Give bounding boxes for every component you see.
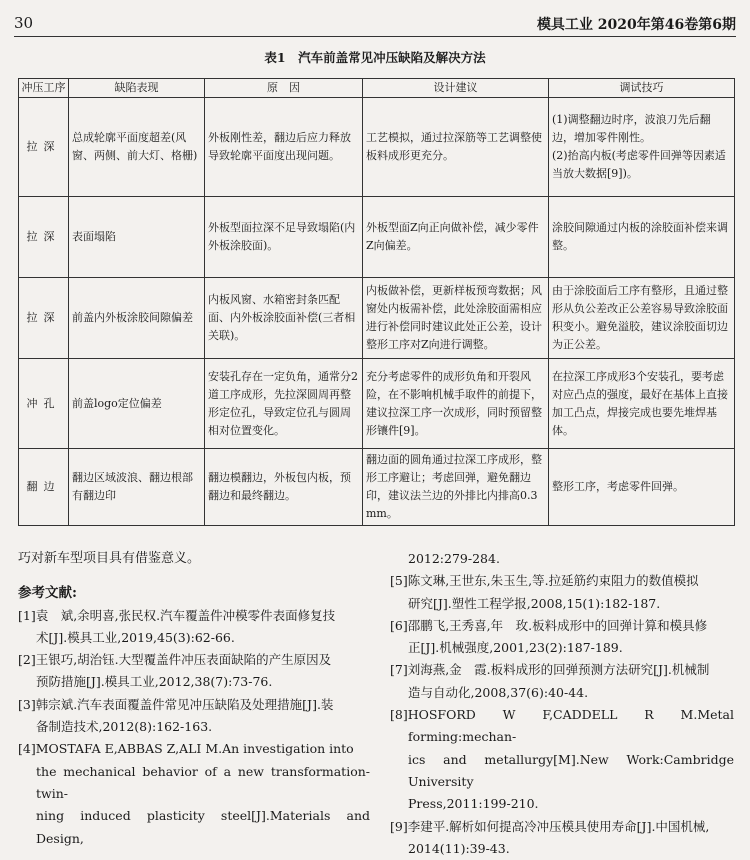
closing-sentence: 巧对新车型项目具有借鉴意义。: [18, 551, 201, 566]
tips-cell: 由于涂胶面后工序有整形，且通过整形从负公差改正公差容易导致涂胶面积变小。避免溢胶，建议涂胶面切边为正公差。: [549, 278, 735, 359]
col-header-design: 设计建议: [363, 79, 549, 98]
cause-cell: 外板型面拉深不足导致塌陷(内外板涂胶面)。: [205, 197, 363, 278]
design-cell: 翻边面的圆角通过拉深工序成形，整形工序避让；考虑回弹，避免翻边印，建议法兰边的外排比内排高0.3 mm。: [363, 449, 549, 526]
left-column: [18, 548, 370, 850]
reference-item: [390, 659, 734, 704]
defect-cell: 总成轮廓平面度超差(风窗、两侧、前大灯、格栅): [69, 98, 205, 197]
defect-cell: 前盖logo定位偏差: [69, 359, 205, 449]
reference-item: [390, 570, 734, 615]
reference-line: [4]MOSTAFA E,ABBAS Z,ALI M.An investigation into: [18, 741, 354, 757]
tips-cell: 在拉深工序成形3个安装孔，要考虑对应凸点的强度，最好在基体上直接加工凸点，焊接完成也要先堆焊基体。: [549, 359, 735, 449]
reference-line: ics and metallurgy[M].New Work:Cambridge University: [408, 751, 734, 789]
defect-cell: 翻边区域波浪、翻边根部有翻边印: [69, 449, 205, 526]
col-header-process: 冲压工序: [19, 79, 69, 98]
reference-line: 术[J].模具工业,2019,45(3):62-66.: [36, 629, 235, 645]
page-header: [14, 6, 736, 37]
cause-cell: 翻边模翻边，外板包内板，预翻边和最终翻边。: [205, 449, 363, 526]
process-cell: 拉深: [19, 98, 69, 197]
references-list-left: [18, 605, 370, 850]
reference-item: [18, 738, 370, 849]
table-row: [19, 197, 735, 278]
reference-item: [390, 704, 734, 815]
table-row: [19, 449, 735, 526]
reference-line: [6]邵鹏飞,王秀喜,年 玫.板料成形中的回弹计算和模具修: [390, 617, 708, 633]
reference-line: 预防措施[J].模具工业,2012,38(7):73-76.: [36, 674, 273, 690]
cause-cell: 内板风窗、水箱密封条匹配面、内外板涂胶面补偿(三者相关联)。: [205, 278, 363, 359]
reference-line: 2014(11):39-43.: [408, 840, 510, 856]
right-column: [390, 548, 734, 860]
reference-line: [9]李建平.解析如何提高冷冲压模具使用寿命[J].中国机械,: [390, 818, 710, 834]
reference-line: [3]韩宗斌.汽车表面覆盖件常见冲压缺陷及处理措施[J].装: [18, 696, 334, 712]
references-heading: 参考文献:: [18, 585, 77, 602]
reference-line: 正[J].机械强度,2001,23(2):187-189.: [408, 640, 623, 656]
defect-cell: 前盖内外板涂胶间隙偏差: [69, 278, 205, 359]
table-header-row: [19, 79, 735, 98]
process-cell: 翻边: [19, 449, 69, 526]
process-cell: 拉深: [19, 197, 69, 278]
cause-cell: 外板刚性差，翻边后应力释放导致轮廓平面度出现问题。: [205, 98, 363, 197]
reference-line: Press,2011:199-210.: [408, 796, 539, 812]
reference-item: [18, 605, 370, 650]
defect-cell: 表面塌陷: [69, 197, 205, 278]
design-cell: 充分考虑零件的成形负角和开裂风险，在不影响机械手取件的前提下，建议拉深工序一次成形，同时预留整形镶件[9]。: [363, 359, 549, 449]
reference-line: [2]王银巧,胡治钰.大型覆盖件冲压表面缺陷的产生原因及: [18, 652, 332, 668]
table-caption: 表1 汽车前盖常见冲压缺陷及解决方法: [264, 50, 486, 65]
defects-table: [18, 78, 735, 526]
process-cell: 冲孔: [19, 359, 69, 449]
col-header-cause: 原 因: [205, 79, 363, 98]
reference-line: ning induced plasticity steel[J].Materials and Design,: [36, 808, 370, 846]
reference-line: 造与自动化,2008,37(6):40-44.: [408, 684, 589, 700]
reference-item: [18, 694, 370, 739]
reference-item: [390, 615, 734, 660]
tips-cell: 涂胶间隙通过内板的涂胶面补偿来调整。: [549, 197, 735, 278]
design-cell: 内板做补偿，更新样板预弯数据；风窗处内板需补偿，此处涂胶面需相应进行补偿同时建议此处正公差，设计整形工序对Z向进行调整。: [363, 278, 549, 359]
process-cell: 拉深: [19, 278, 69, 359]
reference-item: [390, 548, 734, 570]
reference-line: 2012:279-284.: [408, 551, 500, 566]
table-row: [19, 278, 735, 359]
reference-line: [1]袁 斌,余明喜,张民权.汽车覆盖件冲模零件表面修复技: [18, 607, 336, 623]
reference-line: the mechanical behavior of a new transformation-twin-: [36, 763, 370, 801]
table-row: [19, 98, 735, 197]
cause-cell: 安装孔存在一定负角，通常分2道工序成形，先拉深圆周再整形定位孔，导致定位孔与圆周相对位置变化。: [205, 359, 363, 449]
reference-line: [8]HOSFORD W F,CADDELL R M.Metal forming:mechan-: [390, 707, 734, 745]
tips-cell: (1)调整翻边时序，波浪刀先后翻边，增加零件刚性。 (2)抬高内板(考虑零件回弹等因素适当放大数据[9])。: [549, 98, 735, 197]
design-cell: 工艺模拟，通过拉深筋等工艺调整使板料成形更充分。: [363, 98, 549, 197]
col-header-defect: 缺陷表现: [69, 79, 205, 98]
reference-line: 备制造技术,2012(8):162-163.: [36, 719, 213, 735]
body-columns: [18, 548, 734, 856]
page-number: 30: [14, 14, 34, 32]
references-list-right: [390, 548, 734, 860]
tips-cell: 整形工序，考虑零件回弹。: [549, 449, 735, 526]
reference-line: 研究[J].塑性工程学报,2008,15(1):182-187.: [408, 595, 661, 611]
reference-item: [390, 816, 734, 860]
reference-line: [5]陈文琳,王世东,朱玉生,等.拉延筋约束阻力的数值模拟: [390, 573, 699, 589]
reference-line: [7]刘海燕,金 霞.板料成形的回弹预测方法研究[J].机械制: [390, 662, 710, 678]
table-row: [19, 359, 735, 449]
reference-item: [18, 649, 370, 694]
design-cell: 外板型面Z向正向做补偿，减少零件Z向偏差。: [363, 197, 549, 278]
col-header-tips: 调试技巧: [549, 79, 735, 98]
journal-title: 模具工业 2020年第46卷第6期: [536, 17, 736, 33]
